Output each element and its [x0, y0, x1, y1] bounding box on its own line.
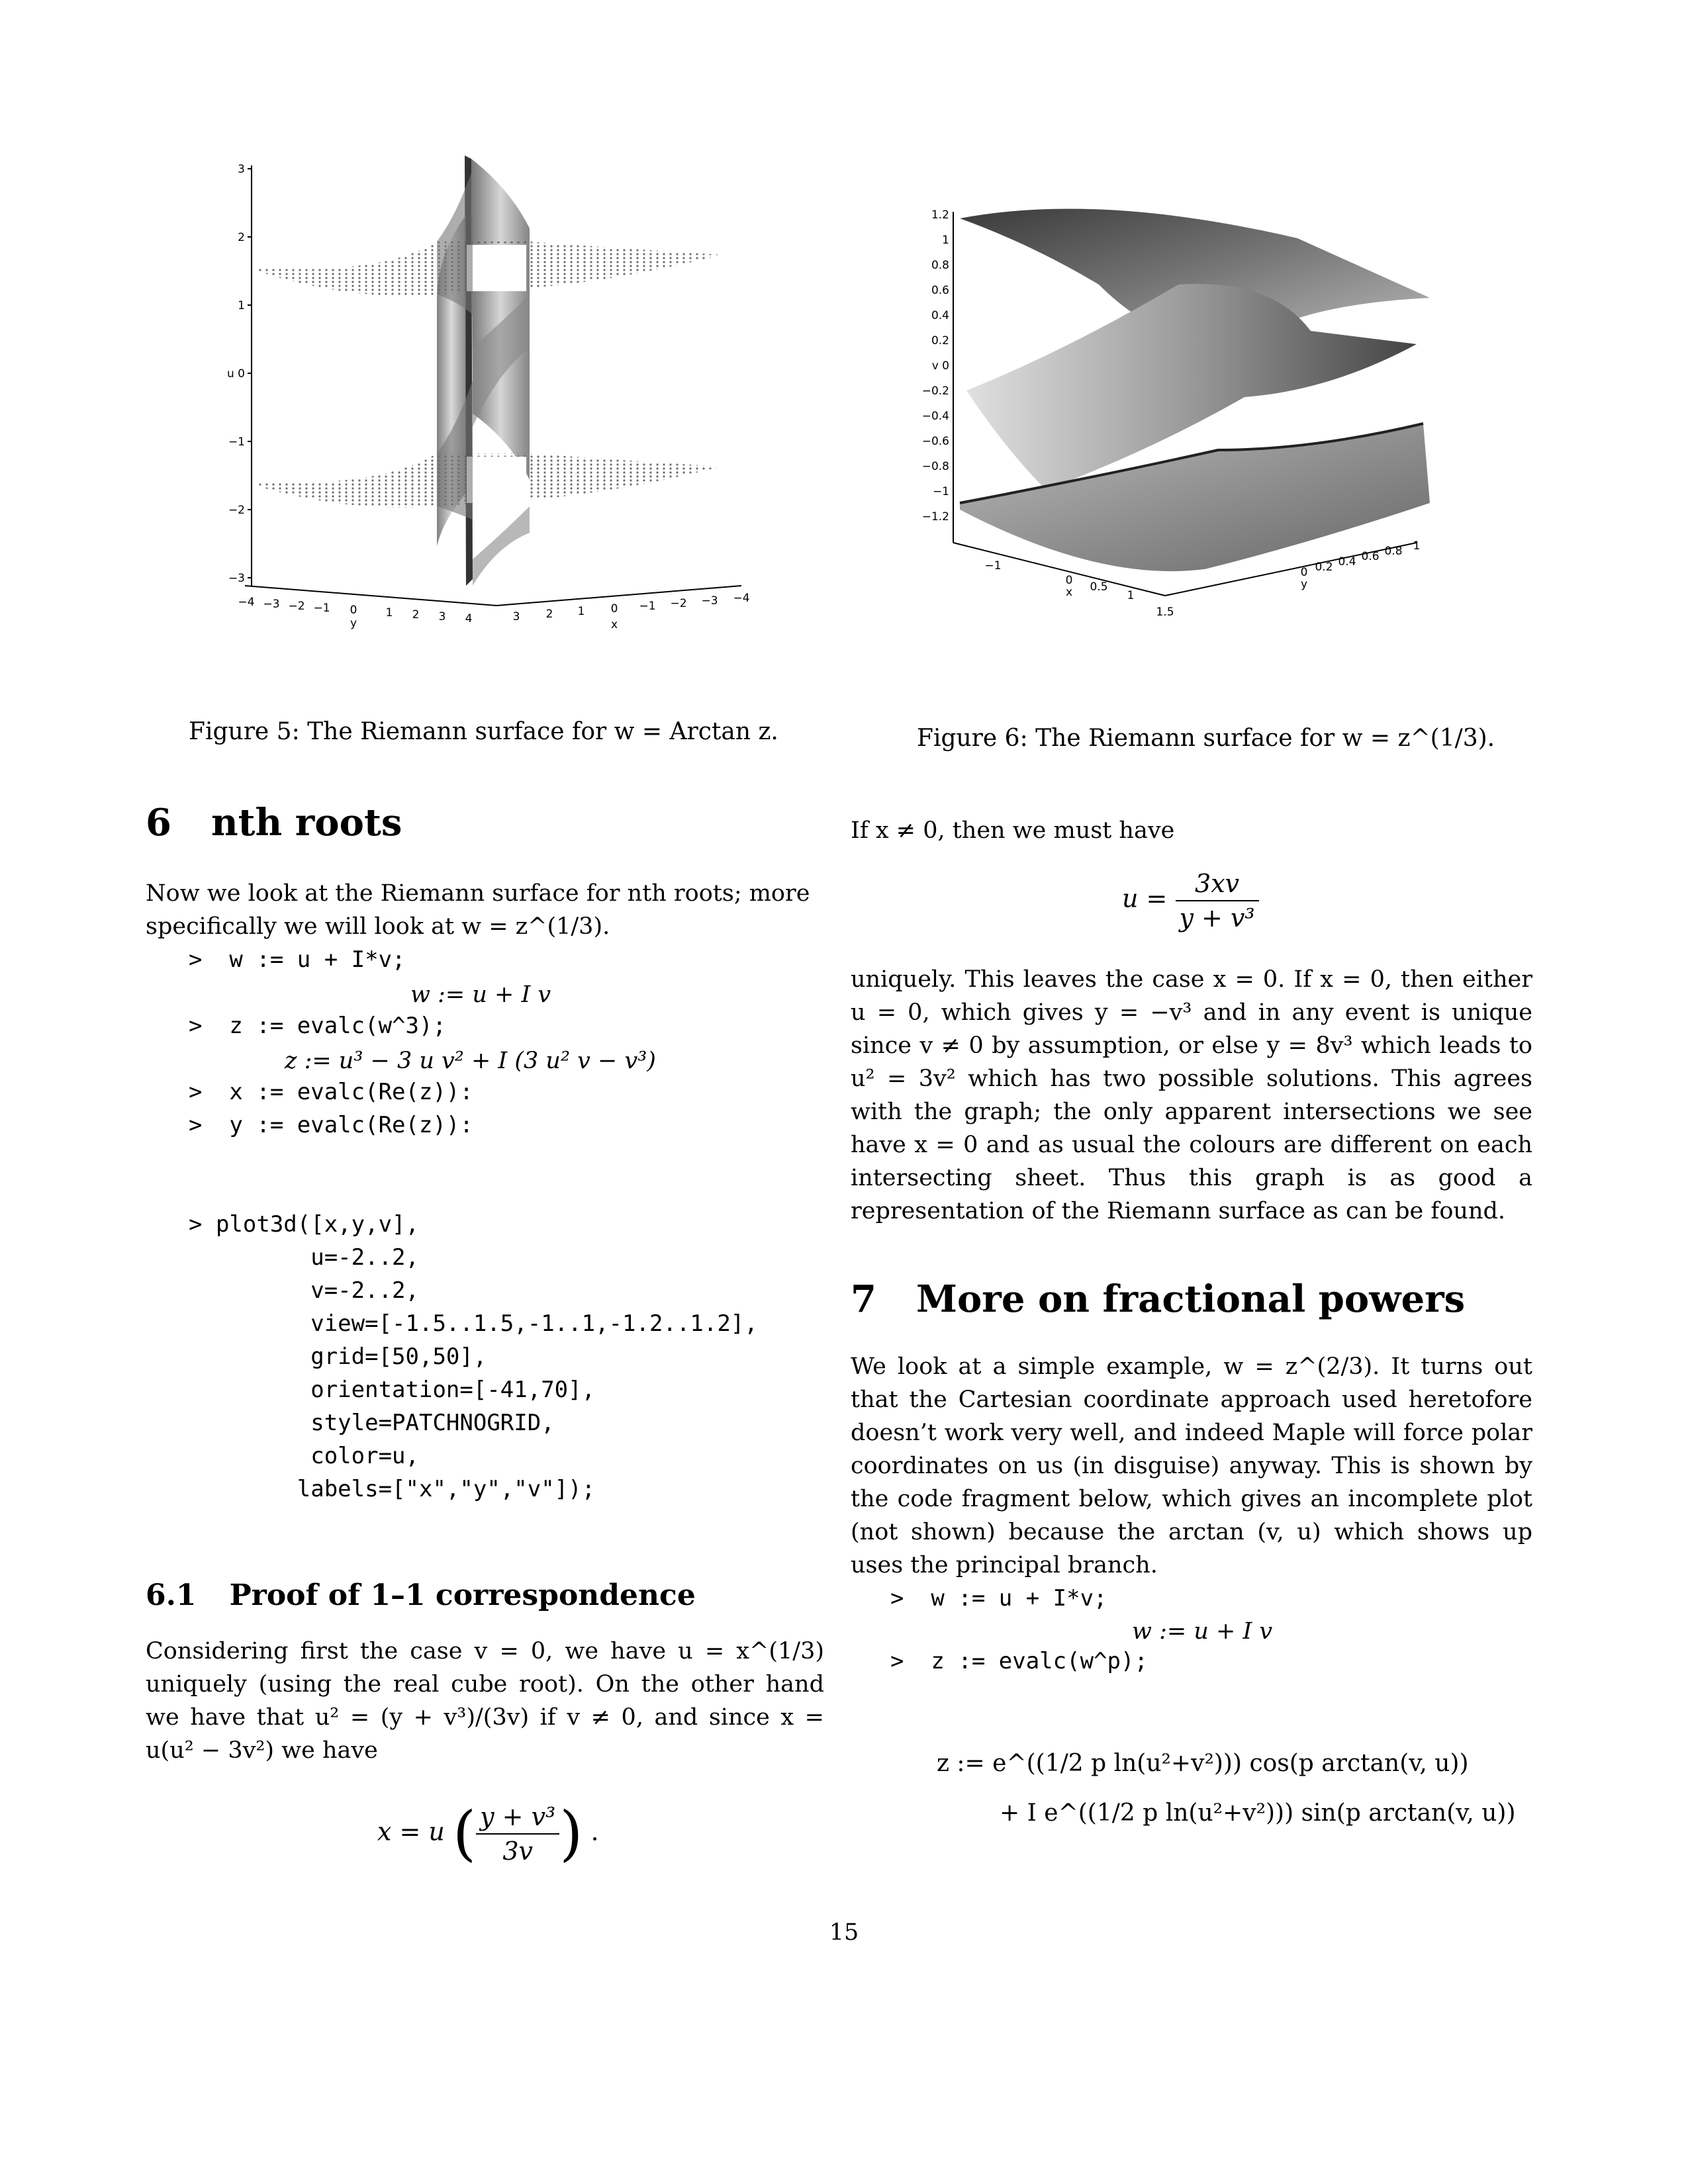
fig5-y-tick: −1 — [313, 602, 330, 615]
maple-output-polar-1: z := e^((1/2 p ln(u²+v²))) cos(p arctan(v, u)) — [937, 1750, 1469, 1777]
section-number: 6 — [146, 801, 171, 844]
fig5-u-tick: 2 — [238, 231, 245, 244]
figure-5-plot — [218, 149, 768, 652]
section-6-1-paragraph: Considering first the case v = 0, we have u = x^(1/3) uniquely (using the real cube root). On the other hand we have that u² = (y + v³)/(3v) if v ≠ 0, and since x = u(u² − 3v²) we have — [146, 1638, 824, 1764]
fig5-y-tick: 0 — [350, 604, 357, 617]
code-line: > w := u + I*v; — [890, 1585, 1107, 1612]
fig5-x-label: x — [610, 618, 618, 631]
fig5-x-tick: −1 — [639, 600, 656, 613]
fig5-x-tick: −2 — [670, 597, 687, 610]
page-number: 15 — [829, 1919, 859, 1946]
section-title: nth roots — [211, 801, 402, 844]
fig6-x-tick: 1.5 — [1156, 606, 1174, 619]
fig6-x-tick: −1 — [984, 559, 1002, 572]
code-line: > z := evalc(w^p); — [890, 1648, 1148, 1674]
fig6-v-tick: 0.8 — [931, 259, 949, 272]
right-intro-line: If x ≠ 0, then we must have — [851, 817, 1175, 844]
intro-line: specifically we will look at w = z^(1/3). — [146, 913, 610, 940]
plot3d-code-block: > plot3d([x,y,v], u=-2..2, v=-2..2, view=[-1.5..1.5,-1..1,-1.2..1.2], grid=[50,50], orientation=[-41,70], style=PATCHNOGRID, color=u, labels=["x","y","v"]); — [189, 1211, 758, 1502]
fig5-y-tick: 2 — [412, 608, 420, 621]
fig6-x-tick: 0.5 — [1090, 580, 1108, 594]
fig5-x-tick: 2 — [545, 608, 553, 621]
maple-output: z := u³ − 3 u v² + I (3 u² v − v³) — [285, 1048, 656, 1074]
fig5-x-tick: −4 — [733, 592, 750, 605]
fig6-v-tick: 0.4 — [931, 309, 949, 322]
fig6-v-tick: −0.8 — [921, 460, 949, 473]
maple-output: w := u + I v — [1132, 1618, 1273, 1645]
code-line: > x := evalc(Re(z)): — [189, 1079, 473, 1105]
subsection-6-1-heading — [146, 1578, 696, 1612]
code-line: > y := evalc(Re(z)): — [189, 1112, 473, 1138]
fig6-v-tick: −1.2 — [921, 510, 949, 523]
figure-6-plot — [900, 199, 1450, 635]
right-paragraph: uniquely. This leaves the case x = 0. If x = 0, then either u = 0, which gives y = −v³ and in any event is unique since v ≠ 0 by assumption, or else y = 8v³ which leads to u² = 3v² which has two possible solutions. This agrees with the graph; the only apparent intersections we see have x = 0 and as usual the colours are different on each intersecting sheet. Thus this graph is as good a representation of the Riemann surface as can be found. — [851, 966, 1532, 1224]
equation-u: u = $\frac{3xv}{\text{y + v³}}$ — [1122, 867, 1259, 934]
fig5-y-tick: 3 — [438, 610, 446, 623]
maple-output: w := u + I v — [410, 981, 551, 1008]
fig6-v-tick: 1.2 — [931, 208, 949, 222]
fig6-v-tick: 0.2 — [931, 334, 949, 347]
fig6-v-tick: −0.4 — [921, 410, 949, 423]
figure-6-caption: Figure 6: The Riemann surface for w = z^(1/3). — [917, 725, 1495, 752]
subsection-number: 6.1 — [146, 1578, 197, 1612]
fig5-y-tick: 1 — [385, 606, 393, 619]
section-number: 7 — [851, 1277, 876, 1321]
fig6-y-tick: 0.6 — [1361, 550, 1380, 563]
maple-output-polar-2: + I e^((1/2 p ln(u²+v²))) sin(p arctan(v, u)) — [1000, 1799, 1516, 1827]
code-line: > z := evalc(w^3); — [189, 1013, 446, 1039]
intro-line: Now we look at the Riemann surface for nth roots; more — [146, 880, 810, 907]
fig5-x-tick: 1 — [577, 605, 585, 618]
subsection-title: Proof of 1–1 correspondence — [229, 1578, 696, 1612]
fig6-y-label: y — [1300, 578, 1308, 591]
equation-x: x = u ( $\frac{\text{y + v³}}{3v}$ ) . — [377, 1799, 599, 1868]
fig6-y-tick: 1 — [1413, 539, 1421, 553]
fig5-u-tick: 1 — [238, 299, 245, 312]
section-6-heading — [146, 801, 402, 844]
fig5-y-tick: −3 — [263, 598, 280, 611]
fig5-y-tick: −2 — [288, 600, 305, 613]
fig6-v-tick: v 0 — [931, 359, 949, 373]
section-7-heading — [851, 1277, 1465, 1321]
figure-5-caption: Figure 5: The Riemann surface for w = Arctan z. — [189, 718, 778, 745]
fig5-u-tick: −1 — [228, 435, 245, 449]
fig6-v-tick: −1 — [932, 485, 949, 498]
fig5-y-label: y — [350, 617, 357, 630]
fig5-x-tick: −3 — [701, 594, 718, 608]
section-7-paragraph: We look at a simple example, w = z^(2/3). It turns out that the Cartesian coordinate approach used heretofore doesn’t work very well, and indeed Maple will force polar coordinates on us (in disguise) anyway. This is shown by the code fragment below, which gives an incomplete plot (not shown) because the arctan (v, u) which shows up uses the principal branch. — [851, 1353, 1532, 1578]
fig5-y-tick: −4 — [238, 596, 255, 609]
code-line: > w := u + I*v; — [189, 946, 406, 973]
fig6-y-tick: 0.8 — [1384, 545, 1403, 558]
fig6-x-label: x — [1065, 586, 1073, 599]
fig5-x-tick: 0 — [610, 602, 618, 615]
section-6-intro — [146, 877, 824, 943]
section-title: More on fractional powers — [915, 1277, 1466, 1321]
fig6-v-tick: 0.6 — [931, 284, 949, 297]
fig5-u-tick: −3 — [228, 572, 245, 585]
fig5-u-tick: −2 — [228, 504, 245, 517]
fig6-y-tick: 0.2 — [1315, 561, 1333, 574]
fig5-u-tick: u 0 — [227, 367, 245, 381]
fig5-y-tick: 4 — [465, 612, 473, 625]
fig6-x-tick: 0 — [1065, 574, 1073, 587]
fig6-v-tick: −0.2 — [921, 385, 949, 398]
fig6-v-tick: 1 — [942, 234, 949, 247]
fig5-u-tick: 3 — [238, 163, 245, 176]
fig5-x-tick: 3 — [512, 610, 520, 623]
fig6-y-tick: 0 — [1300, 566, 1308, 579]
fig6-y-tick: 0.4 — [1338, 555, 1356, 569]
fig6-v-tick: −0.6 — [921, 435, 949, 448]
fig6-x-tick: 1 — [1127, 589, 1135, 602]
